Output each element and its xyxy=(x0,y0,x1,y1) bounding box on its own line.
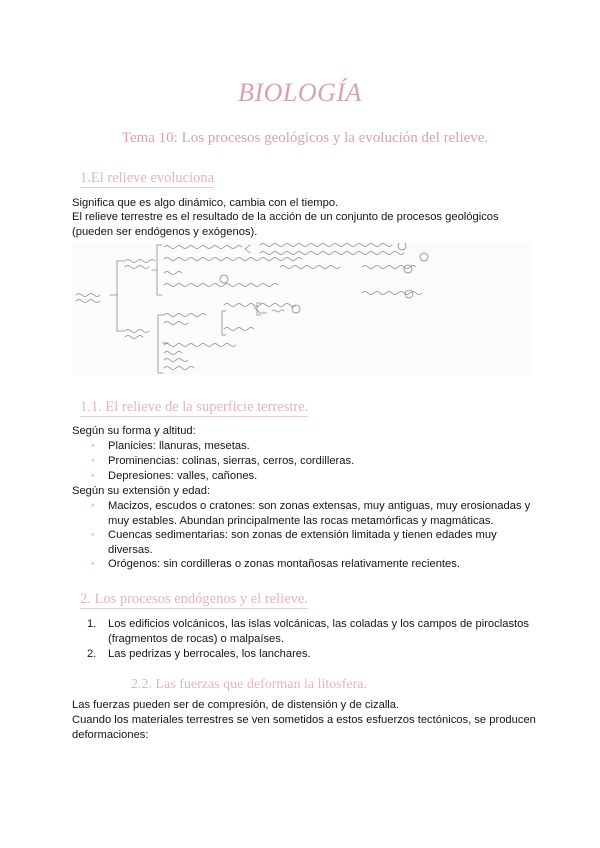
list-item: ● Prominencias: colinas, sierras, cerros, cordilleras. xyxy=(108,454,538,469)
section-heading-1: 1.El relieve evoluciona xyxy=(80,170,215,186)
item-text: Las pedrizas y berrocales, los lanchares. xyxy=(108,648,311,660)
document-subtitle: Tema 10: Los procesos geológicos y la evolución del relieve. xyxy=(121,130,489,146)
list-item: ● Depresiones: valles, cañones. xyxy=(108,469,538,484)
list-item: ● Cuencas sedimentarias: son zonas de extensión limitada y tienen edades muy diversas. xyxy=(108,528,538,558)
handwritten-diagram-image xyxy=(72,243,532,375)
paragraph: Según su extensión y edad: xyxy=(72,485,211,497)
list-item: ● Macizos, escudos o cratones: son zonas extensas, muy antiguas, muy erosionadas y muy estables. Abundan principalmente las rocas metamórficas y magmáticas. xyxy=(108,499,538,529)
document-title: BIOLOGÍA xyxy=(238,78,362,107)
paragraph: Significa que es algo dinámico, cambia con el tiempo. xyxy=(72,197,339,209)
section-heading-2: 2. Los procesos endógenos y el relieve. xyxy=(80,591,308,607)
paragraph: Las fuerzas pueden ser de compresión, de distensión y de cizalla. xyxy=(72,699,400,711)
paragraph: El relieve terrestre es el resultado de la acción de un conjunto de procesos geológicos (pueden ser endógenos y exógenos). xyxy=(72,211,499,238)
item-number: 2. xyxy=(87,648,97,660)
list-item: ● Orógenos: sin cordilleras o zonas montañosas relativamente recientes. xyxy=(108,557,538,572)
section-heading-1-1: 1.1. El relieve de la superficie terrestre. xyxy=(80,399,309,415)
item-text: Los edificios volcánicos, las islas volcánicas, las coladas y los campos de piroclastos (fragmentos de rocas) o malpaíses. xyxy=(108,618,529,645)
paragraph: Según su forma y altitud: xyxy=(72,425,196,437)
list-item: ● Planicies: llanuras, mesetas. xyxy=(108,439,538,454)
paragraph: Cuando los materiales terrestres se ven sometidos a estos esfuerzos tectónicos, se producen deformaciones: xyxy=(72,714,536,741)
item-number: 1. xyxy=(87,618,97,630)
numbered-item xyxy=(87,647,538,662)
numbered-item xyxy=(87,617,538,647)
section-heading-2-2: 2.2. Las fuerzas que deforman la litosfera. xyxy=(131,677,367,692)
